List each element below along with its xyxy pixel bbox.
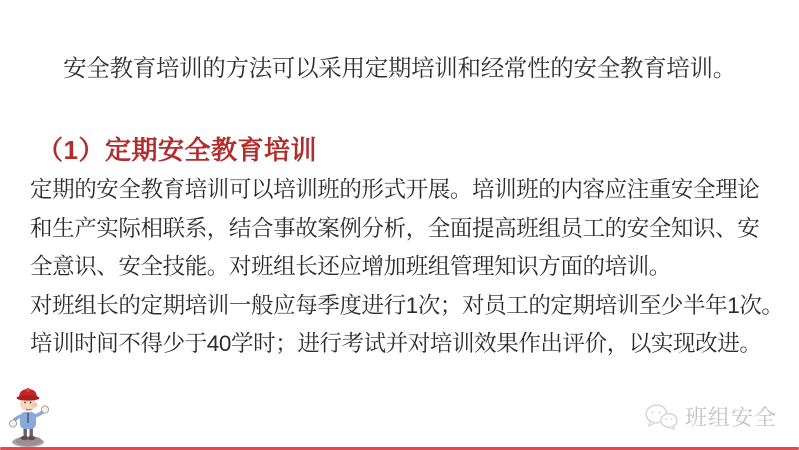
paragraph-line: 对班组长的定期培训一般应每季度进行1次；对员工的定期培训至少半年1次。: [30, 292, 784, 318]
safety-worker-cartoon-icon: [8, 386, 50, 448]
wechat-icon: [644, 403, 678, 431]
watermark-label: 班组安全: [684, 405, 777, 430]
paragraph-line: 和生产实际相联系，结合事故案例分析，全面提高班组员工的安全知识、安: [30, 215, 760, 241]
paragraph-line: 定期的安全教育培训可以培训班的形式开展。培训班的内容应注重安全理论: [30, 177, 760, 202]
paragraph-line: 全意识、安全技能。对班组长还应增加班组管理知识方面的培训。: [30, 254, 671, 279]
paragraph-line: 培训时间不得少于40学时；进行考试并对培训效果作出评价，以实现改进。: [30, 331, 762, 356]
watermark: [644, 401, 777, 432]
intro-text: 安全教育培训的方法可以采用定期培训和经常性的安全教育培训。: [63, 55, 736, 81]
section-heading: （1）定期安全教育培训: [37, 135, 317, 165]
paragraph: [30, 171, 784, 364]
